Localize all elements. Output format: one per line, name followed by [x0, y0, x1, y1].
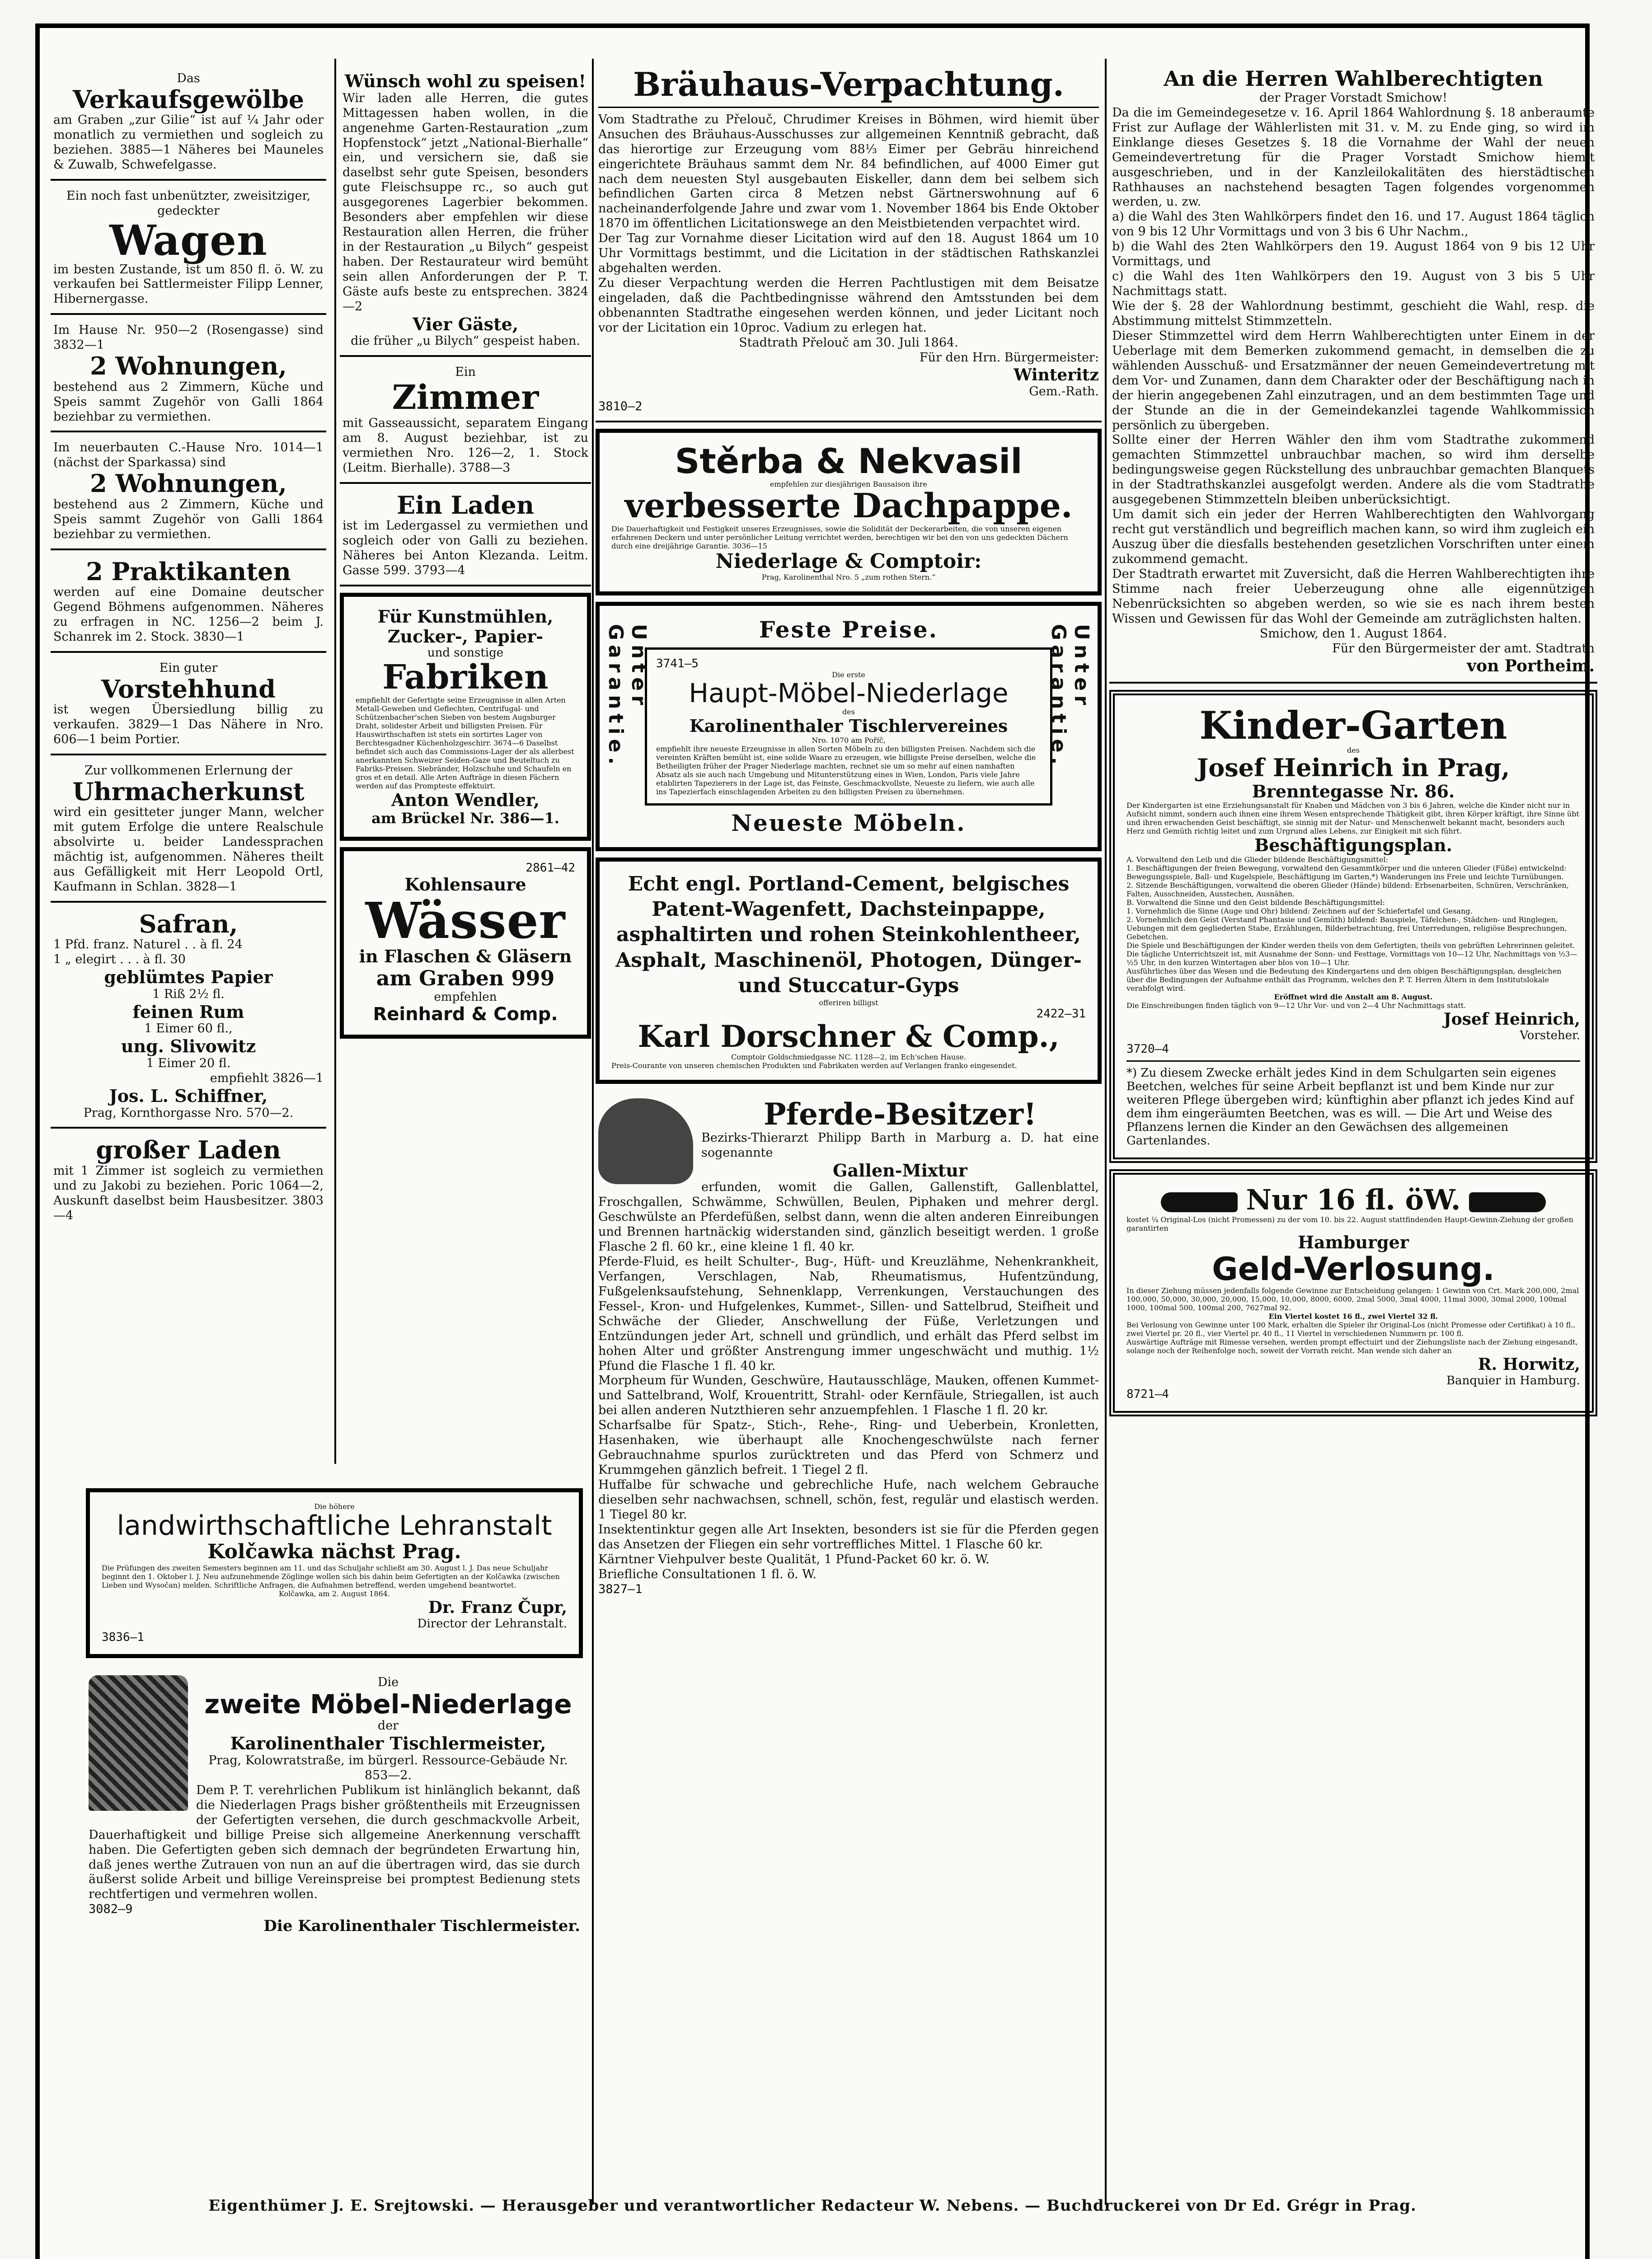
- furniture-illustration: [89, 1675, 188, 1811]
- ad-item: 1. Beschäftigungen der freien Bewegung, vorwaltend den Gesammtkörper und die unteren Glieder (Füße) entwickelnd: Bewegungsspiele, Ball- und Kugelspiele, Beschäftigung im Garten,*) Wanderungen ins Freie und leichte Turnübungen.: [1126, 864, 1567, 881]
- ad-ref: 3741—5: [656, 656, 699, 670]
- ad-signature: Josef Heinrich,: [1443, 1010, 1580, 1029]
- ad-item: 2. Sitzende Beschäftigungen, vorwaltend die oberen Glieder (Hände) bildend: Erbsenarbeiten, Schnüren, Verschränken, Falten, Ausschneiden, Ausstechen, Ausnähen.: [1126, 881, 1569, 898]
- ad-ref: empfiehlt 3826—1: [210, 1071, 324, 1085]
- ad-body: erfunden, womit die Gallen, Gallenstift, Gallenblattel, Froschgallen, Schwämme, Schwüllen, Beulen, Piphaken und mehrer dergl. Geschwülste an Pferdefüßen, selbst dann, wenn die alten anderen Einreibungen und Brennen hartnäckig widerstanden sind, gänzlich beseitigt werden. 1 große Flasche 2 fl. 60 kr., eine kleine 1 fl. 40 kr.: [598, 1180, 1099, 1254]
- ad-signature: Anton Wendler,: [391, 790, 540, 811]
- ad-title: zweite Möbel-Niederlage: [204, 1688, 572, 1720]
- ad-ref: 3720—4: [1126, 1042, 1169, 1056]
- ad-price: Ein Viertel kostet 16 fl., zwei Viertel 32 fl.: [1268, 1312, 1438, 1321]
- ad-title: 2 Praktikanten: [86, 557, 291, 586]
- column-rule: [1105, 59, 1107, 2205]
- ad-hamburger-verlosung: [1109, 1169, 1597, 1416]
- ad-signature: Vier Gäste,: [412, 314, 519, 334]
- column-4: [1109, 59, 1597, 1423]
- ad-body: mit 1 Zimmer ist sogleich zu vermiethen und zu Jakobi zu beziehen. Poric 1064—2, Auskunft daselbst beim Hausbesitzer. 3803—4: [53, 1163, 324, 1223]
- ad-line: und sonstige: [427, 646, 504, 660]
- ad-body: Der Stadtrath erwartet mit Zuversicht, daß die Herren Wahlberechtigten ihre Stimme nach freier Ueberzeugung ohne alle eigennützigen Nebenrücksichten so abgeben werden, so wie sie es nach ihrem besten Wissen und Gewissen für das Wohl der Gemeinde am zuträglichsten halten.: [1112, 567, 1595, 626]
- ad-signature: R. Horwitz,: [1478, 1355, 1580, 1374]
- price-line: 1 Riß 2½ fl.: [152, 987, 225, 1001]
- ad-signature: Jos. L. Schiffner,: [109, 1085, 268, 1106]
- ad-line: Die erste: [832, 670, 865, 679]
- column-2: [340, 63, 591, 1045]
- ad-haupt-moebel-niederlage: [596, 602, 1102, 851]
- ad-body: Auswärtige Aufträge mit Rimesse versehen, werden prompt effectuirt und der Ziehungsliste nach der Ziehung eingesandt, solange noch der Reihenfolge noch, soweit der Vorrath reicht. Man wende sich daher an: [1126, 1338, 1578, 1355]
- ad-ref: 8721—4: [1126, 1387, 1169, 1401]
- ad-wagen: [51, 181, 326, 315]
- ad-title: Verkaufsgewölbe: [72, 84, 305, 114]
- ad-kohlensaure-waesser: [340, 847, 591, 1039]
- ad-address: Prag, Kornthorgasse Nro. 570—2.: [83, 1106, 294, 1120]
- ad-grosser-laden: [51, 1129, 326, 1229]
- ad-title: Wünsch wohl zu speisen!: [344, 71, 587, 91]
- ad-portland-cement: [596, 858, 1102, 1084]
- ad-item: Huffalbe für schwache und gebrechliche Hufe, nach welchem Gebrauche dieselben sehr nachwachsen, schnell, schön, fest, regulär und elastisch werden. 1 Tiegel 80 kr.: [598, 1478, 1099, 1522]
- ad-role: Banquier in Hamburg.: [1446, 1374, 1580, 1388]
- ad-title: Haupt-Möbel-Niederlage: [689, 677, 1009, 708]
- ad-pferde-besitzer: [596, 1090, 1102, 1603]
- ad-ein-laden: [340, 484, 591, 586]
- ad-body: empfiehlt ihre neueste Erzeugnisse in allen Sorten Möbeln zu den billigsten Preisen. Nachdem sich die vereinten Kräften bemüht ist, eine solide Waare zu erzeugen, wie billigste Preise derselben, welche die Betheiligten früher der Prager Niederlage machten, rechnet sie um so mehr auf einen namhaften Absatz als sie auch nach Umgebung und Mitunterstützung eines in Wien, London, Paris viele Jahre etablirten Tapezierers in der Lage ist, das Feinste, Geschmackvollste, Neueste zu liefern, wie auch alle ins Tapezierfach einschlagenden Arbeiten zu den billigsten Preisen zu übernehmen.: [656, 745, 1036, 797]
- ad-body: Wie der §. 28 der Wahlordnung bestimmt, geschieht die Wahl, resp. die Abstimmung mittelst Stimmzetteln.: [1112, 299, 1595, 328]
- ad-signature: Karl Dorschner & Comp.,: [638, 1019, 1060, 1055]
- column-rule: [334, 59, 336, 1464]
- ad-body: bestehend aus 2 Zimmern, Küche und Speis sammt Zugehör von Galli 1864 beziehbar zu vermiethen.: [53, 380, 324, 424]
- ad-title: Stěrba & Nekvasil: [675, 441, 1023, 481]
- ad-body: Vom Stadtrathe zu Přelouč, Chrudimer Kreises in Böhmen, wird hiemit über Ansuchen des Bräuhaus-Ausschusses zur allgemeinen Kenntniß gebracht, daß das hierortige zur Erzeugung vom 88⅓ Eimer per Gebräu hinreichend eingerichtete Bräuhaus sammt dem Nr. 84 befindlichen, auf 4000 Eimer gut nach dem neuesten Styl ausgebauten Eiskeller, dann dem bei selbem sich befindlichen Garten circa 8 Metzen nebst Gärtnerswohnung auf 6 nacheinanderfolgende Jahre und zwar vom 1. November 1864 bis Ende Oktober 1870 im öffentlichen Licitationswege an den Meistbietenden verpachtet wird.: [598, 112, 1099, 231]
- ad-title: Ein Laden: [396, 490, 535, 520]
- ad-banner-bottom: Neueste Möbeln.: [731, 810, 966, 837]
- ad-body: Die Dauerhaftigkeit und Festigkeit unseres Erzeugnisses, sowie die Solidität der Deckerarbeiten, die von unseren eigenen erfahrenen Deckern und unter persönlicher Leitung verrichtet werden, berechtigen wir bei den von uns gedeckten Dächern durch eine dreijährige Garantie. 3036—15: [611, 524, 1068, 550]
- ad-body: Die Prüfungen des zweiten Semesters beginnen am 11. und das Schuljahr schließt am 30. August l. J. Das neue Schuljahr beginnt den 1. Oktober l. J. Neu aufzunehmende Zöglinge wollen sich bis dahin beim Gefertigten an der Kolčawka (zwischen Lieben und Wysočan) melden. Schriftliche Anfragen, die Aufnahmen betreffend, werden umgehend beantwortet.: [102, 1563, 560, 1589]
- ad-place: Stadtrath Přelouč am 30. Juli 1864.: [739, 335, 958, 350]
- ad-title-2: Josef Heinrich in Prag,: [1197, 753, 1510, 783]
- ad-title: 2 Wohnungen,: [90, 469, 287, 498]
- ad-body: Die tägliche Unterrichtszeit ist, mit Ausnahme der Sonn- und Festtage, Vormittags von 10—12 Uhr, Nachmittags von ½3—½5 Uhr, in den kurzen Wintertagen aber blos von 10—1 Uhr.: [1126, 950, 1577, 967]
- ad-for: Für den Hrn. Bürgermeister:: [919, 350, 1099, 365]
- ad-braeuhaus: [596, 59, 1102, 422]
- ad-item: a) die Wahl des 3ten Wahlkörpers findet den 16. und 17. August 1864 täglich von 9 bis 12 Uhr Vormittags und von 3 bis 6 Uhr Nachm.,: [1112, 210, 1595, 239]
- ad-line: Bezirks-Thierarzt Philipp Barth in Marburg a. D. hat eine sogenannte: [701, 1130, 1099, 1160]
- ad-title: Fabriken: [382, 658, 549, 697]
- ad-title: An die Herren Wahlberechtigten: [1164, 66, 1543, 91]
- ad-title: großer Laden: [96, 1135, 281, 1165]
- ad-body: Die Spiele und Beschäftigungen der Kinder werden theils von dem Gefertigten, theils von gebrüften Lehrerinnen geleitet.: [1126, 941, 1575, 950]
- ad-line: Kohlensaure: [404, 874, 526, 895]
- ad-ref: 3836—1: [102, 1630, 144, 1644]
- price-line: 1 „ elegirt . . . à fl. 30: [53, 952, 186, 967]
- ad-line: der: [377, 1719, 399, 1733]
- ad-title: Zimmer: [392, 378, 539, 417]
- ad-role: Director der Lehranstalt.: [417, 1617, 567, 1631]
- ad-for: Für den Bürgermeister der amt. Stadtrath: [1332, 641, 1595, 656]
- ad-place: Smichow, den 1. August 1864.: [1259, 626, 1447, 641]
- ad-body: empfiehlt der Gefertigte seine Erzeugnisse in allen Arten Metall-Geweben und Geflechten, Centrifugal- und Schützenbacher'schen Sieben von bestem Augsburger Draht, solidester Arbeit und billigsten Preisen. Für Hauswirthschaften ist stets ein sortirtes Lager von Berchtesgadner Küchenholzgeschirr. 3674—6 Daselbst befindet sich auch das Commissions-Lager der als allerbest anerkannten Schweizer Seiden-Gaze und Beuteltuch zu Fabriks-Preisen. Siebränder, Holzschuhe und Schaufeln en gros et en detail. Alle Arten Aufträge in diesen Fächern werden auf das Prompteste effektuirt.: [356, 696, 574, 791]
- ad-item: A. Vorwaltend den Leib und die Glieder bildende Beschäftigungsmittel:: [1126, 855, 1388, 864]
- ad-title: [1126, 1185, 1580, 1215]
- ad-title: Echt engl. Portland-Cement, belgisches Patent-Wagenfett, Dachsteinpappe, asphaltirten und rohen Steinkohlentheer, Asphalt, Maschinenöl, Photogen, Dünger- und Stuccatur-Gyps: [615, 872, 1082, 997]
- ad-intro: Im neuerbauten C.-Hause Nro. 1014—1 (nächst der Sparkassa) sind: [53, 441, 324, 470]
- ad-body: am Graben „zur Gilie“ ist auf ¼ Jahr oder monatlich zu vermiethen und sogleich zu beziehen. 3885—1 Näheres bei Mauneles & Zuwalb, Schwefelgasse.: [53, 113, 324, 172]
- ad-vorstehhund: [51, 653, 326, 755]
- ad-banner-top: Feste Preise.: [759, 616, 939, 643]
- ad-line: am Graben 999: [376, 965, 555, 990]
- ad-body: In dieser Ziehung müssen jedenfalls folgende Gewinne zur Entscheidung gelangen: 1 Gewinn von Crt. Mark 200,000, 2mal 100,000, 50,000, 30,000, 20,000, 15,000, 10,000, 8000, 6000, 2mal 5000, 3mal 4000, 11mal 3000, 30mal 2000, 100mal 1000, 100mal 500, 100mal 200, 7627mal 92.: [1126, 1286, 1579, 1312]
- ad-consult: Briefliche Consultationen 1 fl. ö. W.: [598, 1567, 817, 1581]
- ad-body: Die Einschreibungen finden täglich von 9—12 Uhr Vor- und von 2—4 Uhr Nachmittags statt.: [1126, 1001, 1466, 1010]
- ad-title: Safran,: [139, 909, 238, 938]
- ad-line: Die: [377, 1675, 399, 1689]
- ad-line: Für Kunstmühlen,: [377, 606, 554, 627]
- ad-signature: Winteritz: [1014, 365, 1099, 384]
- ad-title: Wässer: [365, 891, 566, 950]
- ad-address: Brenntegasse Nr. 86.: [1252, 781, 1455, 801]
- imprint-footer: Eigenthümer J. E. Srejtowski. — Herausgeber und verantwortlicher Redacteur W. Nebens. — Buchdruckerei von Dr Ed. Grégr in Prag.: [208, 2197, 1417, 2215]
- ad-signature: von Portheim.: [1467, 656, 1595, 675]
- ad-line: Karolinenthaler Tischlermeister,: [230, 1733, 546, 1754]
- ad-role: Gem.-Rath.: [1029, 384, 1099, 398]
- ad-item: Scharfsalbe für Spatz-, Stich-, Rehe-, Ring- und Ueberbein, Kronletten, Hasenhaken, wie überhaupt alle Knochengeschwülste nach ferner Gebrauchnahme spurlos zurücktreten und das Pferd von Schmerz und Krummgehen gänzlich befreit. 1 Tiegel 2 fl.: [598, 1418, 1099, 1477]
- ad-body: Der Kindergarten ist eine Erziehungsanstalt für Knaben und Mädchen von 3 bis 6 Jahren, welche die Kinder nicht nur in Aufsicht nimmt, sondern auch ihnen eine ihrem Wesen entsprechende Thätigkeit gibt, ihren Körper kräftigt, ihre Sinne übt und ihren erwachenden Geist beschäftigt, sie sinnig mit der Natur- und Menschenwelt bekannt macht, besonders auch Herz und Gemüth richtig leitet und zum Urgrund alles Lebens, zur Einigkeit mit sich führt.: [1126, 801, 1579, 836]
- ad-inner-frame: [645, 647, 1052, 806]
- ad-section-title: Beschäftigungsplan.: [1254, 835, 1452, 856]
- ad-item: B. Vorwaltend die Sinne und den Geist bildende Beschäftigungsmittel:: [1126, 898, 1385, 907]
- ad-intro: Zur vollkommenen Erlernung der: [84, 763, 292, 778]
- ad-ref: 3827—1: [598, 1582, 643, 1596]
- ad-body: bestehend aus 2 Zimmern, Küche und Speis sammt Zugehör von Galli 1864 beziehbar zu vermiethen.: [53, 497, 324, 541]
- product-name: feinen Rum: [132, 1001, 244, 1022]
- ad-ref: 2422—31: [1036, 1007, 1086, 1021]
- pointing-hand-icon: [1161, 1192, 1238, 1212]
- ad-title: Bräuhaus-Verpachtung.: [633, 65, 1064, 103]
- ad-body: Bei Verlosung von Gewinne unter 100 Mark, erhalten die Spieler ihr Original-Los (nicht Promesse oder Certifikat) à 10 fl., zwei Viertel pr. 20 fl., vier Viertel pr. 40 fl., 11 Viertel in verschiedenen Nummern pr. 100 fl.: [1126, 1321, 1576, 1338]
- ad-intro: Ein guter: [159, 661, 218, 675]
- ad-address: am Brückel Nr. 386—1.: [371, 810, 559, 827]
- product-name: ung. Slivowitz: [121, 1036, 256, 1057]
- ad-line: Karolinenthaler Tischlervereines: [689, 716, 1008, 736]
- ad-line: empfehlen: [434, 990, 497, 1004]
- ad-item: 2. Vornehmlich den Geist (Verstand Phantasie und Gemüth) bildend: Bauspiele, Täfelchen-, Städchen- und Ringlegen, Uebungen mit dem gegliederten Stabe, Erzählungen, Bilderbetrachtung, frei Unterredungen, religiöse Besprechungen, Gebetchen.: [1126, 915, 1567, 941]
- ad-line: Zucker-, Papier-: [387, 626, 544, 647]
- ad-body: Eröffnet wird die Anstalt am 8. August.: [1274, 993, 1433, 1001]
- ad-intro: Ein: [455, 365, 476, 380]
- divider: [1126, 1060, 1580, 1062]
- price-line: 1 Eimer 20 fl.: [146, 1056, 231, 1070]
- ad-intro: Im Hause Nr. 950—2 (Rosengasse) sind 3832—1: [53, 323, 324, 352]
- ad-body: Dieser Stimmzettel wird dem Herrn Wahlberechtigten unter Einem in der Ueberlage mit dem Bemerken zukommend gemacht, in demselben die zu wählenden Ausschuß- und Ersatzmänner der neuen Gemeindevertretung mit dem Vor- und Zunamen, dann dem Charakter oder der Beschäftigung nach in der hierin angegebenen Zahl einzutragen, und an dem bestimmten Tage und der Stunde an die in der Gemeindekanzlei tagende Wahlkommission persönlich zu übergeben.: [1112, 328, 1595, 432]
- ad-title: landwirthschaftliche Lehranstalt: [117, 1510, 552, 1542]
- ad-role: Vorsteher.: [1520, 1029, 1580, 1042]
- ad-body: Sollte einer der Herren Wähler den ihm vom Stadtrathe zukommend gemachten Stimmzettel unbrauchbar machen, so wird ihm derselbe bedingungsweise gegen Rückstellung des unbrauchbar gemachten Blanquets in der Stadtrathskanzlei ausgefolgt werden. Andere als die vom Stadtrathe ausgegebenen Stimmzetteln bleiben unberücksichtigt.: [1112, 433, 1595, 507]
- ad-title-2: Hamburger: [1298, 1232, 1409, 1253]
- ad-zweite-moebel-niederlage: [86, 1667, 583, 1942]
- ad-line: Die höhere: [314, 1502, 355, 1511]
- price-line: 1 Eimer 60 fl.,: [144, 1022, 233, 1036]
- ad-side-text: Unter Garantie.: [604, 624, 650, 769]
- ad-place: Kolčawka, am 2. August 1864.: [279, 1589, 390, 1598]
- ad-zimmer: [340, 357, 591, 484]
- ad-ref: 2861—42: [526, 861, 575, 875]
- ad-line: in Flaschen & Gläsern: [359, 946, 572, 967]
- ad-body: Ausführliches über das Wesen und die Bedeutung des Kindergartens und den obigen Beschäftigungsplan, desgleichen über die Bedingungen der Aufnahme enthält das Programm, welches den P. T. Herren Ältern in dem Institutslokale verabfolgt wird.: [1126, 967, 1562, 993]
- column-3: [596, 59, 1102, 1603]
- ad-signature: Die Karolinenthaler Tischlermeister.: [263, 1917, 580, 1936]
- ad-item: c) die Wahl des 1ten Wahlkörpers den 19. August von 3 bis 5 Uhr Nachmittags statt.: [1112, 269, 1595, 299]
- ad-sub: der Prager Vorstadt Smichow!: [1259, 90, 1447, 105]
- ad-wohnungen-1: [51, 315, 326, 432]
- column-1: [51, 63, 326, 1230]
- ad-title: Vorstehhund: [101, 674, 276, 703]
- ad-item: Pferde-Fluid, es heilt Schulter-, Bug-, Hüft- und Kreuzlähme, Nehenkrankheit, Verfangen, Verschlagen, Nab, Rheumatismus, Hufentzündung, Fußgelenksaufstehung, Sehnenklapp, Verrenkungen, Verstauchungen des Fessel-, Kron- und Hufgelenkes, Kummet-, Sillen- und Sattelbrud, Steifheit und Schwäche der Glieder, Anschwellung der Füße, Verletzungen und Entzündungen jeder Art, schnell und gründlich, und erhält das Pferd selbst im hohen Alter und größter Anstrengung immer ungeschwächt und muthig. 1½ Pfund die Flasche 1 fl. 40 kr.: [598, 1254, 1099, 1373]
- ad-signature: Reinhard & Comp.: [373, 1003, 558, 1025]
- ad-product: Gallen-Mixtur: [833, 1160, 967, 1181]
- ad-signature: Niederlage & Comptoir:: [715, 549, 982, 573]
- ad-body: Dem P. T. verehrlichen Publikum ist hinlänglich bekannt, daß die Niederlagen Prags bisher größtentheils mit Erzeugnissen der Gefertigten versehen, die durch geschmackvolle Arbeit, Dauerhaftigkeit und billige Preise sich allgemeine Anerkennung verschafft haben. Die Gefertigten geben sich demnach der begründeten Erwartung hin, daß jenes werthe Zutrauen von nun an auf die übertragen wird, das sie durch äußerst solide Arbeit und billige Vereinspreise bei promptest Bedienung stets rechtfertigen und vermehren wollen.: [89, 1783, 580, 1902]
- ad-verkaufsgewoelbe: [51, 63, 326, 181]
- ad-title: Uhrmacherkunst: [72, 777, 305, 806]
- ad-title: 2 Wohnungen,: [90, 352, 287, 381]
- ad-item: Insektentinktur gegen alle Art Insekten, besonders ist sie für die Pferden gegen das Ansetzen der Fliegen ein sehr vortreffliches Mittel. 1 Flasche 60 kr.: [598, 1522, 1099, 1551]
- ad-body: werden auf eine Domaine deutscher Gegend Böhmens aufgenommen. Näheres zu erfragen in NC. 1256—2 beim J. Schanrek im 2. Stock. 3830—1: [53, 585, 324, 644]
- ad-line: kostet ¼ Original-Los (nicht Promessen) zu der vom 10. bis 22. August stattfindenden Haupt-Gewinn-Ziehung der großen garantirten: [1126, 1215, 1573, 1233]
- ad-body: Der Tag zur Vornahme dieser Licitation wird auf den 18. August 1864 um 10 Uhr Vormittags bestimmt, und die Licitation in der städtischen Rathskanzlei abgehalten werden.: [598, 231, 1099, 276]
- ad-speisen: [340, 63, 591, 357]
- ad-line: Nro. 1070 am Poříč,: [812, 736, 886, 745]
- ad-address: Comptoir Goldschmiedgasse NC. 1128—2, im Ech'schen Hause.: [731, 1053, 966, 1062]
- ad-line: des: [842, 708, 855, 717]
- ad-line: Kolčawka nächst Prag.: [207, 1540, 461, 1563]
- ad-praktikanten: [51, 550, 326, 653]
- column-rule: [592, 59, 594, 2205]
- ad-body: ist wegen Übersiedlung billig zu verkaufen. 3829—1 Das Nähere in Nro. 606—1 beim Portier.: [53, 702, 324, 746]
- ad-body: Um damit sich ein jeder der Herren Wahlberechtigten den Wahlvorgang recht gut verständlich und begreiflich machen kann, so wird ihm zugleich ein Auszug über die diesfalls bestehenden gesetzlichen Vorschriften unter einem zukommend gemacht.: [1112, 507, 1595, 566]
- ad-signature: Dr. Franz Čupr,: [428, 1598, 567, 1617]
- ad-body: ist im Ledergassel zu vermiethen und sogleich oder von Galli zu beziehen. Näheres bei Anton Klezanda. Leitm. Gasse 599. 3793—4: [343, 519, 588, 578]
- ad-title: Wagen: [109, 216, 268, 265]
- ad-address: Prag, Kolowratstraße, im bürgerl. Ressource-Gebäude Nr. 853—2.: [208, 1753, 568, 1782]
- ad-line: des: [1347, 746, 1360, 755]
- ad-body: mit Gasseaussicht, separatem Eingang am 8. August beziehbar, ist zu vermiethen Nro. 126—2, 1. Stock (Leitm. Bierhalle). 3788—3: [343, 416, 588, 475]
- ad-side-text: Unter Garantie.: [1047, 624, 1093, 769]
- ad-item: 1. Vornehmlich die Sinne (Auge und Ohr) bildend: Zeichnen auf der Schiefertafel und Gesang.: [1126, 907, 1473, 915]
- ad-body: Zu dieser Verpachtung werden die Herren Pachtlustigen mit dem Beisatze eingeladen, daß die Pachtbedingnisse während den Amtsstunden bei dem obbenannten Stadtrathe eingesehen werden können, und jeder Licitant noch vor der Licitation ein 10proc. Vadium zu erlegen hat.: [598, 276, 1099, 335]
- pointing-hand-icon: [1469, 1192, 1546, 1212]
- ad-uhrmacherkunst: [51, 755, 326, 903]
- ad-intro: Ein noch fast unbenützter, zweisitziger, gedeckter: [66, 189, 311, 218]
- ad-sub: die früher „u Bilych“ gespeist haben.: [351, 334, 580, 348]
- ad-title: Kinder-Garten: [1199, 703, 1507, 748]
- ad-safran: [51, 903, 326, 1129]
- ad-wahlberechtigten: [1109, 59, 1597, 684]
- ad-note: Preis-Courante von unseren chemischen Produkten und Fabrikaten werden auf Verlangen franko eingesendet.: [611, 1061, 1017, 1070]
- ad-line: offeriren billigst: [819, 998, 878, 1008]
- ad-ref: 3082—9: [89, 1902, 133, 1917]
- ad-ref: 3810—2: [598, 399, 643, 413]
- ad-footnote: *) Zu diesem Zwecke erhält jedes Kind in dem Schulgarten sein eigenes Beetchen, welches für seine Arbeit bepflanzt ist und bem Kinde nur zur weiteren Pflege übergeben wird; künftighin aber pflanzt ich jedes Kind auf dem ihm eingeräumten Beetchen, was es will. — Die Art und Weise des Pflanzens lernen die Kinder an den Gewächsen des allgemeinen Gartenlandes.: [1126, 1066, 1574, 1148]
- ad-title-3: Geld-Verlosung.: [1212, 1250, 1495, 1288]
- ad-kinder-garten: [1109, 690, 1597, 1163]
- ad-body: Da die im Gemeindegesetze v. 16. April 1864 Wahlordnung §. 18 anberaumte Frist zur Auflage der Wählerlisten mit 31. v. M. zu Ende ging, so wird im Einklange dieses Gesetzes §. 18 die Vornahme der Wahl der neuen Gemeindevertretung für die Prager Vorstadt Smichow hiemit ausgeschrieben, und in der Kanzleilokalitäten des hierstädtischen Rathhauses an nachstehend besagten Tagen folgendes vorgenommen werden, u. zw.: [1112, 105, 1595, 209]
- price-line: 1 Pfd. franz. Naturel . . à fl. 24: [53, 937, 243, 952]
- ad-landwirthschaftliche-lehranstalt: [86, 1488, 583, 1658]
- bottom-left-block: [86, 1482, 583, 1941]
- ad-address: Prag, Karolinenthal Nro. 5 „zum rothen Stern.“: [761, 573, 936, 582]
- ad-line: empfehlen zur diesjährigen Bausaison ihre: [770, 479, 927, 488]
- product-name: geblümtes Papier: [104, 967, 273, 988]
- ad-kicker: Das: [177, 71, 200, 85]
- ad-sterba-nekvasil: [596, 429, 1102, 596]
- ad-item: Kärntner Viehpulver beste Qualität, 1 Pfund-Packet 60 kr. ö. W.: [598, 1552, 990, 1566]
- ad-title: Pferde-Besitzer!: [763, 1097, 1037, 1132]
- divider: [598, 107, 1099, 108]
- ad-item: Morpheum für Wunden, Geschwüre, Hautausschläge, Mauken, offenen Kummet- und Sattelbrand, Wolf, Krouentritt, Strahl- oder Kernfäule, Striegallen, ist auch bei allen anderen Nutzthieren sehr anzuempfehlen. 1 Flasche 1 fl. 20 kr.: [598, 1373, 1099, 1418]
- ad-title-text: Nur 16 fl. öW.: [1246, 1183, 1461, 1216]
- ad-body: wird ein gesitteter junger Mann, welcher mit gutem Erfolge die untere Realschule absolvirte u. beider Landessprachen mächtig ist, aufgenommen. Näheres theilt aus Gefälligkeit mit Herr Leopold Ortl, Kaufmann in Schlan. 3828—1: [53, 805, 324, 894]
- ad-wohnungen-2: [51, 432, 326, 550]
- ad-body: im besten Zustande, ist um 850 fl. ö. W. zu verkaufen bei Sattlermeister Filipp Lenner, Hibernergasse.: [53, 262, 324, 306]
- ad-fabriken: [340, 593, 591, 841]
- ad-item: b) die Wahl des 2ten Wahlkörpers den 19. August 1864 von 9 bis 12 Uhr Vormittags, und: [1112, 239, 1595, 269]
- ad-title-2: verbesserte Dachpappe.: [624, 486, 1073, 525]
- ad-body: Wir laden alle Herren, die gutes Mittagessen haben wollen, in die angenehme Garten-Restauration „zum Hopfenstock“ jetzt „National-Bierhalle“ ein, und versichern sie, daß sie daselbst sehr gute Speisen, besonders gute Fleischsuppe rc., so auch gut ausgegorenes Lagerbier bekommen. Besonders aber empfehlen wir diese Restauration allen Herren, die früher in der Restauration „u Bilych“ gespeist haben. Der Restaurateur wird bemüht sein allen Anforderungen der P. T. Gäste aufs beste zu entsprechen. 3824—2: [343, 91, 588, 314]
